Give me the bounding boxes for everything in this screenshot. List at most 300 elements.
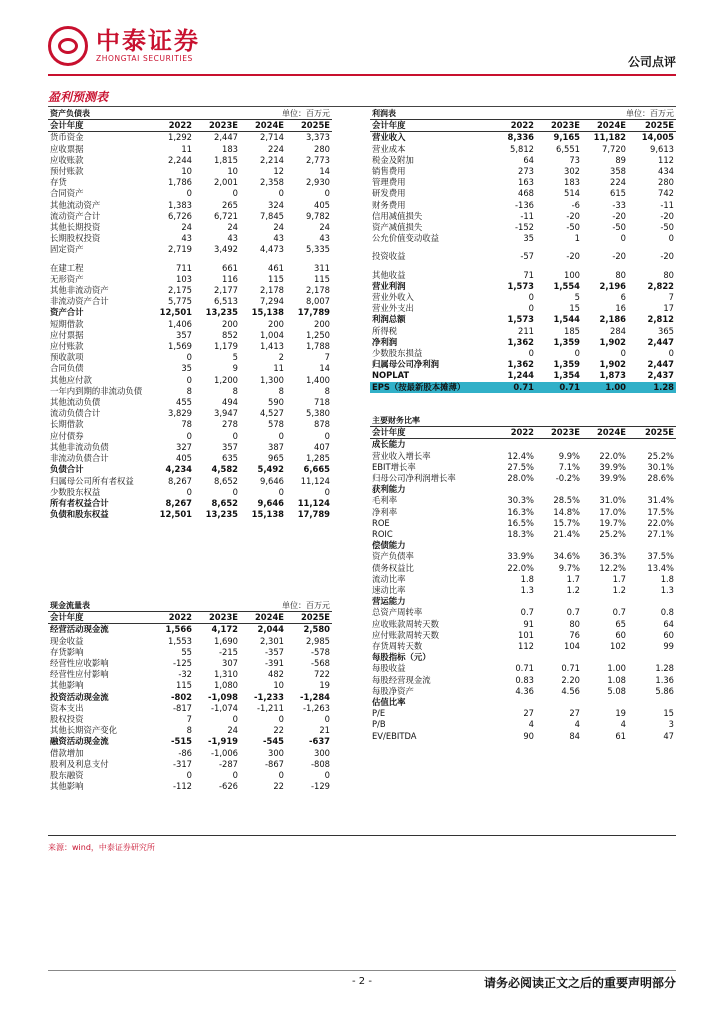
cell-value: 0.7 xyxy=(520,607,534,618)
cell-value: 115 xyxy=(268,273,284,284)
table-row xyxy=(48,363,332,374)
cell-value: 0 xyxy=(528,303,534,314)
row-label: 税金及附加 xyxy=(372,154,414,165)
cell-value: 327 xyxy=(176,441,192,452)
cash-flow-table xyxy=(48,600,332,792)
cell-value: 661 xyxy=(222,262,238,273)
cell-value xyxy=(490,540,536,551)
row-label: 其他收益 xyxy=(372,269,406,280)
cell-value: 300 xyxy=(314,747,331,758)
cell-value: 35 xyxy=(181,363,192,374)
cell-value: 0.7 xyxy=(566,607,580,618)
table-row xyxy=(48,296,332,307)
cell-value: 16.3% xyxy=(507,506,534,517)
row-label: 资产负债率 xyxy=(372,551,414,562)
row-label: 股东融资 xyxy=(50,770,84,781)
cell-value: 878 xyxy=(314,419,331,430)
cell-value: 24 xyxy=(319,222,331,233)
cell-value: -20 xyxy=(566,210,580,221)
cell-value: 8,336 xyxy=(507,132,534,143)
cell-value: 1,310 xyxy=(214,669,238,680)
table-row xyxy=(370,292,676,303)
row-spacer xyxy=(370,244,676,251)
table-row xyxy=(48,166,332,177)
cell-value: -568 xyxy=(311,658,331,669)
cell-value: 0.7 xyxy=(612,607,626,618)
row-label: 其他流动资产 xyxy=(50,199,101,210)
cell-value: 2,447 xyxy=(647,336,675,347)
cell-value: -215 xyxy=(218,646,238,657)
cell-value: -1,284 xyxy=(300,691,331,702)
cell-value: 13,235 xyxy=(205,509,238,520)
cell-value: -391 xyxy=(264,658,284,669)
cell-value: 8 xyxy=(278,385,284,396)
row-label: 其他长期投资 xyxy=(50,222,101,233)
row-label: 长期借款 xyxy=(50,419,84,430)
table-row xyxy=(370,177,676,188)
cell-value: 2,001 xyxy=(214,177,238,188)
cell-value: 2.20 xyxy=(561,674,580,685)
cell-value: 16.5% xyxy=(507,517,534,528)
row-label: 非流动负债合计 xyxy=(50,453,109,464)
row-label: 每股收益 xyxy=(372,663,406,674)
cell-value: 89 xyxy=(615,154,626,165)
cell-value: 5.86 xyxy=(655,685,675,696)
column-header: 会计年度 xyxy=(48,120,148,132)
table-row xyxy=(48,487,332,498)
cell-value: 5,812 xyxy=(510,143,534,154)
cell-value: 280 xyxy=(314,143,331,154)
cell-value xyxy=(582,596,628,607)
cell-value: 47 xyxy=(663,730,675,741)
table-row xyxy=(370,348,676,359)
cell-value: 13,235 xyxy=(205,307,238,318)
row-label: 净利率 xyxy=(372,506,398,517)
cell-value xyxy=(582,439,628,451)
row-label: 资产合计 xyxy=(50,307,84,318)
logo-name-en: ZHONGTAI SECURITIES xyxy=(96,54,193,63)
row-label: 获利能力 xyxy=(372,484,406,495)
cell-value: 5 xyxy=(574,292,580,303)
cell-value: 22.0% xyxy=(507,562,534,573)
cell-value: 718 xyxy=(314,397,331,408)
cell-value xyxy=(536,697,582,708)
row-label: 预收款项 xyxy=(50,352,84,363)
cell-value: -1,074 xyxy=(211,702,238,713)
cell-value: 1,566 xyxy=(165,624,192,635)
table-row xyxy=(48,155,332,166)
table-row xyxy=(48,476,332,487)
row-label: 研发费用 xyxy=(372,188,406,199)
row-label: 经营性应付影响 xyxy=(50,669,109,680)
row-label: 预付账款 xyxy=(50,166,84,177)
table-row xyxy=(370,270,676,281)
table-title: 资产负债表 xyxy=(50,109,90,118)
table-row xyxy=(370,596,676,607)
cell-value: 7,294 xyxy=(260,296,284,307)
cell-value: 80 xyxy=(663,269,675,280)
table-row xyxy=(48,263,332,274)
cell-value: 0 xyxy=(232,188,238,199)
cell-value: 434 xyxy=(658,166,675,177)
cell-value: 1.7 xyxy=(612,573,626,584)
cell-value: 1.36 xyxy=(655,674,675,685)
table-unit: 单位：百万元 xyxy=(282,109,331,118)
row-label: 净利润 xyxy=(372,336,398,347)
table-row xyxy=(370,188,676,199)
cell-value: 0 xyxy=(528,292,534,303)
table-row xyxy=(48,386,332,397)
cell-value: 0 xyxy=(620,348,626,359)
cell-value: 357 xyxy=(222,441,238,452)
cell-value: 112 xyxy=(518,641,534,652)
cell-value: -515 xyxy=(171,736,192,747)
table-row xyxy=(48,319,332,330)
table-row xyxy=(370,314,676,325)
cell-value: 11,124 xyxy=(300,475,331,486)
cell-value: 71 xyxy=(523,269,534,280)
cell-value: -626 xyxy=(218,781,238,792)
cell-value: 0 xyxy=(232,770,238,781)
cell-value: 4.36 xyxy=(515,685,534,696)
cell-value: 37.5% xyxy=(647,551,675,562)
cell-value: 1,902 xyxy=(599,336,626,347)
cell-value: 1.2 xyxy=(566,585,580,596)
table-row xyxy=(48,419,332,430)
cell-value: 183 xyxy=(564,177,580,188)
cell-value: 300 xyxy=(268,747,284,758)
cell-value: 965 xyxy=(268,453,284,464)
table-row xyxy=(48,736,332,747)
row-label: 其他长期资产变化 xyxy=(50,725,117,736)
cell-value: 17,789 xyxy=(297,307,331,318)
cell-value: 43 xyxy=(181,233,192,244)
column-header: 2023E xyxy=(194,120,240,132)
cell-value: 1,573 xyxy=(507,280,534,291)
table-row xyxy=(48,464,332,475)
source-note: 来源：wind，中泰证券研究所 xyxy=(48,843,155,852)
cell-value: 9,782 xyxy=(306,210,331,221)
table-row xyxy=(370,540,676,551)
cell-value: 0 xyxy=(324,486,331,497)
cell-value: 1.08 xyxy=(607,674,626,685)
cell-value: -545 xyxy=(263,736,284,747)
row-label: 货币资金 xyxy=(50,132,84,143)
table-row xyxy=(48,188,332,199)
cell-value: 6,665 xyxy=(303,464,331,475)
cell-value: 2,580 xyxy=(303,624,331,635)
row-label: 经营活动现金流 xyxy=(50,624,109,635)
cell-value: 185 xyxy=(564,325,580,336)
column-header: 2024E xyxy=(240,612,286,624)
row-label: 短期借款 xyxy=(50,318,84,329)
cell-value: 200 xyxy=(268,318,284,329)
cell-value xyxy=(628,697,676,708)
cell-value: 12,501 xyxy=(159,509,192,520)
cell-value: 21 xyxy=(319,725,331,736)
cell-value: 7,720 xyxy=(602,143,626,154)
table-row xyxy=(48,759,332,770)
table-row xyxy=(370,563,676,574)
column-header: 2024E xyxy=(582,427,628,439)
cell-value: 11 xyxy=(181,143,192,154)
table-row xyxy=(370,233,676,244)
cell-value: 357 xyxy=(176,329,192,340)
cell-value: 15.7% xyxy=(553,517,580,528)
row-label: 少数股东损益 xyxy=(372,348,423,359)
cell-value: 36.3% xyxy=(599,551,626,562)
row-label: 营业外收入 xyxy=(372,292,414,303)
cell-value: 91 xyxy=(523,618,534,629)
cell-value: 0 xyxy=(278,770,284,781)
table-row xyxy=(370,303,676,314)
cell-value: 12.2% xyxy=(599,562,626,573)
column-header: 会计年度 xyxy=(48,612,148,624)
cell-value: 1,250 xyxy=(306,329,331,340)
table-row xyxy=(370,200,676,211)
cell-value: -20 xyxy=(612,210,626,221)
table-row xyxy=(48,453,332,464)
table-row xyxy=(48,748,332,759)
row-label: 销售费用 xyxy=(372,166,406,177)
cell-value: 358 xyxy=(610,166,626,177)
cell-value: 112 xyxy=(658,154,675,165)
cell-value: 4.56 xyxy=(561,685,580,696)
cell-value: 43 xyxy=(319,233,331,244)
cell-value: 90 xyxy=(523,730,534,741)
cell-value: 10 xyxy=(181,166,192,177)
cell-value: 80 xyxy=(569,618,580,629)
table-row xyxy=(370,641,676,652)
cell-value: 9,646 xyxy=(257,497,284,508)
row-label: 长期股权投资 xyxy=(50,233,101,244)
row-label: 少数股东权益 xyxy=(50,486,101,497)
cell-value: 64 xyxy=(663,618,675,629)
cell-value: 2,447 xyxy=(647,359,675,370)
cell-value: 302 xyxy=(564,166,580,177)
row-label: 估值比率 xyxy=(372,697,406,708)
cell-value: 8,267 xyxy=(165,497,192,508)
row-label: 其他非流动负债 xyxy=(50,441,109,452)
cell-value: 405 xyxy=(314,199,331,210)
cell-value xyxy=(582,697,628,708)
table-row xyxy=(48,680,332,691)
cell-value: 0.8 xyxy=(660,607,675,618)
cell-value: 2,358 xyxy=(260,177,284,188)
cell-value xyxy=(628,596,676,607)
row-label: ROIC xyxy=(372,529,393,540)
cell-value: 0 xyxy=(186,374,192,385)
table-row xyxy=(370,619,676,630)
cell-value: 14,005 xyxy=(641,132,675,143)
cell-value: 0 xyxy=(186,188,192,199)
row-label: 财务费用 xyxy=(372,199,406,210)
cell-value: 1,573 xyxy=(507,314,534,325)
row-label: EBIT增长率 xyxy=(372,461,416,472)
cell-value: 711 xyxy=(176,262,192,273)
row-label: 合同负债 xyxy=(50,363,84,374)
cell-value: 278 xyxy=(222,419,238,430)
cell-value: 2,437 xyxy=(647,370,675,381)
column-header: 2025E xyxy=(628,120,676,132)
cell-value: 1.00 xyxy=(607,663,626,674)
cell-value: 1 xyxy=(574,233,580,244)
row-label: 营业成本 xyxy=(372,143,406,154)
row-label: 资产减值损失 xyxy=(372,222,423,233)
cell-value: 0 xyxy=(324,430,331,441)
row-spacer xyxy=(370,263,676,270)
cell-value: 2 xyxy=(278,352,284,363)
cell-value: 6 xyxy=(620,292,626,303)
column-header: 2023E xyxy=(536,120,582,132)
cell-value: 6,726 xyxy=(168,210,192,221)
cell-value: -136 xyxy=(514,199,534,210)
row-label: 投资活动现金流 xyxy=(50,691,109,702)
cell-value: -129 xyxy=(311,781,331,792)
table-row xyxy=(48,132,332,144)
column-header: 2022 xyxy=(148,120,194,132)
cell-value: 1.28 xyxy=(655,663,675,674)
row-label: 流动资产合计 xyxy=(50,210,101,221)
table-row xyxy=(370,473,676,484)
cell-value: 4,473 xyxy=(260,244,284,255)
cell-value: -817 xyxy=(172,702,192,713)
cell-value: 8,007 xyxy=(306,296,331,307)
row-label: 经营性应收影响 xyxy=(50,658,109,669)
cell-value: 590 xyxy=(268,397,284,408)
cell-value: 742 xyxy=(658,188,675,199)
table-row xyxy=(370,382,676,393)
cell-value: 115 xyxy=(176,680,192,691)
cell-value: 12 xyxy=(273,166,284,177)
table-row xyxy=(370,281,676,292)
cell-value: -1,098 xyxy=(208,691,238,702)
cell-value xyxy=(582,484,628,495)
cell-value: 2,196 xyxy=(599,280,626,291)
row-label: 负债和股东权益 xyxy=(50,509,109,520)
table-row xyxy=(48,624,332,636)
cell-value: 0 xyxy=(668,233,675,244)
cell-value: 1,359 xyxy=(553,359,580,370)
cell-value: 280 xyxy=(658,177,675,188)
cell-value: 4 xyxy=(620,719,626,730)
cell-value: 1,569 xyxy=(168,341,192,352)
cell-value: 11 xyxy=(273,363,284,374)
row-label: ROE xyxy=(372,517,390,528)
cell-value: 34.6% xyxy=(553,551,580,562)
table-row xyxy=(370,675,676,686)
table-row xyxy=(370,222,676,233)
cell-value: 5,380 xyxy=(306,408,331,419)
cell-value: 100 xyxy=(564,269,580,280)
row-label: 流动比率 xyxy=(372,573,406,584)
cell-value: 1,788 xyxy=(306,341,331,352)
cell-value: 0 xyxy=(232,430,238,441)
cell-value: 722 xyxy=(314,669,331,680)
column-header: 2024E xyxy=(582,120,628,132)
cell-value: 1.7 xyxy=(566,573,580,584)
table-row xyxy=(48,714,332,725)
row-label: 流动负债合计 xyxy=(50,408,101,419)
cell-value: 407 xyxy=(314,441,331,452)
cell-value: 163 xyxy=(518,177,534,188)
cell-value: 0 xyxy=(186,352,192,363)
cell-value: -50 xyxy=(612,222,626,233)
table-row xyxy=(370,132,676,144)
cell-value: -317 xyxy=(172,758,192,769)
financial-ratios-table xyxy=(370,415,676,742)
row-label: 应收账款周转天数 xyxy=(372,618,439,629)
cell-value: -57 xyxy=(520,251,534,262)
cell-value: 1.3 xyxy=(660,585,675,596)
row-label: 每股指标（元） xyxy=(372,652,431,663)
row-label: 偿债能力 xyxy=(372,540,406,551)
table-row xyxy=(370,708,676,719)
table-row xyxy=(48,222,332,233)
cell-value: 5 xyxy=(232,352,238,363)
cell-value: -287 xyxy=(218,758,238,769)
logo-emblem-icon xyxy=(48,26,88,66)
column-header: 2022 xyxy=(490,120,536,132)
cell-value: 635 xyxy=(222,453,238,464)
table-row xyxy=(370,155,676,166)
cell-value: -11 xyxy=(520,210,534,221)
row-label: 营业外支出 xyxy=(372,303,414,314)
cell-value: -6 xyxy=(571,199,580,210)
row-label: 利润总额 xyxy=(372,314,406,325)
column-header: 2023E xyxy=(194,612,240,624)
cell-value: 1.8 xyxy=(520,573,534,584)
cell-value: 2,930 xyxy=(306,177,331,188)
cell-value: 211 xyxy=(518,325,534,336)
cell-value: -1,263 xyxy=(303,702,331,713)
cell-value: -1,006 xyxy=(211,747,238,758)
table-row xyxy=(370,518,676,529)
table-unit: 单位：百万元 xyxy=(626,109,675,118)
cell-value: 0.83 xyxy=(515,674,534,685)
cell-value xyxy=(536,540,582,551)
row-label: EV/EBITDA xyxy=(372,730,417,741)
cell-value: 27.1% xyxy=(647,529,675,540)
cell-value: 76 xyxy=(569,629,580,640)
cell-value: 7,845 xyxy=(260,210,284,221)
cell-value: 19 xyxy=(319,680,331,691)
cell-value: 0.71 xyxy=(561,663,580,674)
cell-value xyxy=(628,439,676,451)
cell-value: 0 xyxy=(232,714,238,725)
cell-value: 514 xyxy=(564,188,580,199)
cell-value: 405 xyxy=(176,453,192,464)
cell-value: 22 xyxy=(273,781,284,792)
cell-value: 1.8 xyxy=(660,573,675,584)
cell-value: -86 xyxy=(178,747,192,758)
cell-value: 4,234 xyxy=(165,464,192,475)
cell-value: 30.3% xyxy=(507,495,534,506)
table-row xyxy=(370,337,676,348)
cell-value xyxy=(582,540,628,551)
cell-value: 3,373 xyxy=(306,132,331,143)
cell-value: 1,413 xyxy=(260,341,284,352)
table-row xyxy=(48,177,332,188)
cell-value: 60 xyxy=(663,629,675,640)
cell-value xyxy=(536,652,582,663)
row-label: 无形资产 xyxy=(50,273,84,284)
table-row xyxy=(370,652,676,663)
row-label: 公允价值变动收益 xyxy=(372,233,439,244)
table-row xyxy=(48,509,332,520)
table-row xyxy=(370,507,676,518)
cell-value: 852 xyxy=(222,329,238,340)
